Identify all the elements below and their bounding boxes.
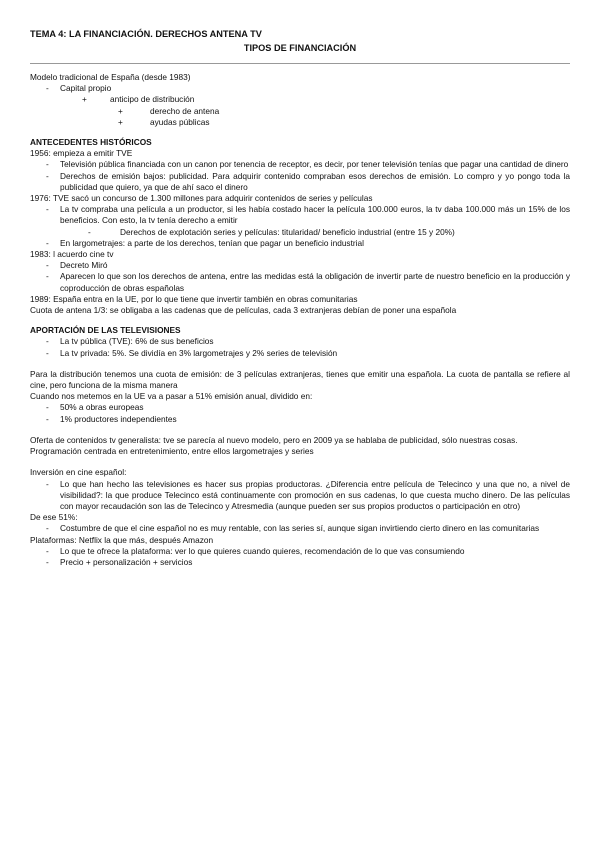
list-item: - Precio + personalización + servicios xyxy=(46,556,193,567)
paragraph: Plataformas: Netflix la que más, después Amazon xyxy=(30,534,214,545)
document-page xyxy=(30,28,570,568)
list-item: + anticipo de distribución xyxy=(82,94,195,105)
list-item: - 1% productores independientes xyxy=(46,413,177,424)
list-item: - Derechos de emisión bajos: publicidad. Para adquirir contenido compraban esos derechos de emisión. Lo compro y yo pongo toda la publicidad que quiero, ya que de ahí saco el dinero xyxy=(46,170,570,192)
list-item: - 50% a obras europeas xyxy=(46,402,144,413)
paragraph: Oferta de contenidos tv generalista: tve se parecía al nuevo modelo, pero en 2009 ya se hablaba de publicidad, sólo nuestras cosas. xyxy=(30,434,518,445)
list-item: - Lo que te ofrece la plataforma: ver lo que quieres cuando quieres, recomendación de lo que vas consumiendo xyxy=(46,545,465,556)
list-item: - Capital propio xyxy=(46,83,112,94)
paragraph: 1956: empieza a emitir TVE xyxy=(30,148,133,159)
list-item: - En largometrajes: a parte de los derechos, tenían que pagar un beneficio industrial xyxy=(46,237,364,248)
list-item: - Lo que han hecho las televisiones es hacer sus propias productoras. ¿Diferencia entre película de Telecinco y una que no, a nivel de visibilidad?: la que produce Telecinco está continuamente con promoción en sus cadenas, lo que cuesta mucho dinero. De las películas con mayor recaudación son las de Telecinco y Atresmedia (aunque pueden ser sus propios productos o participación en otro) xyxy=(46,478,570,511)
paragraph: 1989: España entra en la UE, por lo que tiene que invertir también en obras comunitarias xyxy=(30,293,358,304)
paragraph: Programación centrada en entretenimiento, entre ellos largometrajes y series xyxy=(30,446,314,457)
list-item: - La tv pública (TVE): 6% de sus beneficios xyxy=(46,336,214,347)
paragraph: Cuota de antena 1/3: se obligaba a las cadenas que de películas, cada 3 extranjeras debían de poner una española xyxy=(30,305,457,316)
list-item: + derecho de antena xyxy=(118,105,220,116)
paragraph: Para la distribución tenemos una cuota de emisión: de 3 películas extranjeras, tienes que emitir una española. La cuota de pantalla se refiere al cine, pero funciona de la misma manera xyxy=(30,368,570,391)
list-item: - Derechos de explotación series y películas: titularidad/ beneficio industrial (entre 15 y 20%) xyxy=(88,226,455,237)
list-item: - Televisión pública financiada con un canon por tenencia de receptor, es decir, por tener televisión tenías que pagar una cantidad de dinero xyxy=(46,159,569,170)
document-subtitle: TIPOS DE FINANCIACIÓN xyxy=(243,43,357,53)
title-divider xyxy=(30,63,570,64)
model-intro: Modelo tradicional de España (desde 1983) xyxy=(30,72,191,82)
paragraph: 1983: l acuerdo cine tv xyxy=(30,249,114,260)
paragraph: 1976: TVE sacó un concurso de 1.300 millones para adquirir contenidos de series y películas xyxy=(30,193,373,204)
list-item: - La tv privada: 5%. Se dividía en 3% largometrajes y 2% series de televisión xyxy=(46,347,338,358)
list-item: - Aparecen lo que son los derechos de antena, entre las medidas está la obligación de invertir parte de nuestro beneficio en la producción y coproducción de obras españolas xyxy=(46,271,570,293)
list-item: - Decreto Miró xyxy=(46,260,108,271)
list-item: - Costumbre de que el cine español no es muy rentable, con las series sí, aunque sigan invirtiendo cierto dinero en las comunitarias xyxy=(46,523,540,534)
section-heading-aportacion: APORTACIÓN DE LAS TELEVISIONES xyxy=(30,325,181,336)
list-item: - La tv compraba una película a un productor, si les había costado hacer la película 100.000 euros, la tv daba 100.000 más un 15% de los beneficios. Con esto, la tv tenía derecho a emitir xyxy=(46,204,570,226)
list-item: + ayudas públicas xyxy=(118,116,210,127)
paragraph: Inversión en cine español: xyxy=(30,467,127,478)
section-heading-antecedentes: ANTECEDENTES HISTÓRICOS xyxy=(30,137,152,148)
document-title: TEMA 4: LA FINANCIACIÓN. DERECHOS ANTENA TV xyxy=(30,29,262,39)
paragraph: De ese 51%: xyxy=(30,512,78,523)
paragraph: Cuando nos metemos en la UE va a pasar a 51% emisión anual, dividido en: xyxy=(30,391,313,402)
